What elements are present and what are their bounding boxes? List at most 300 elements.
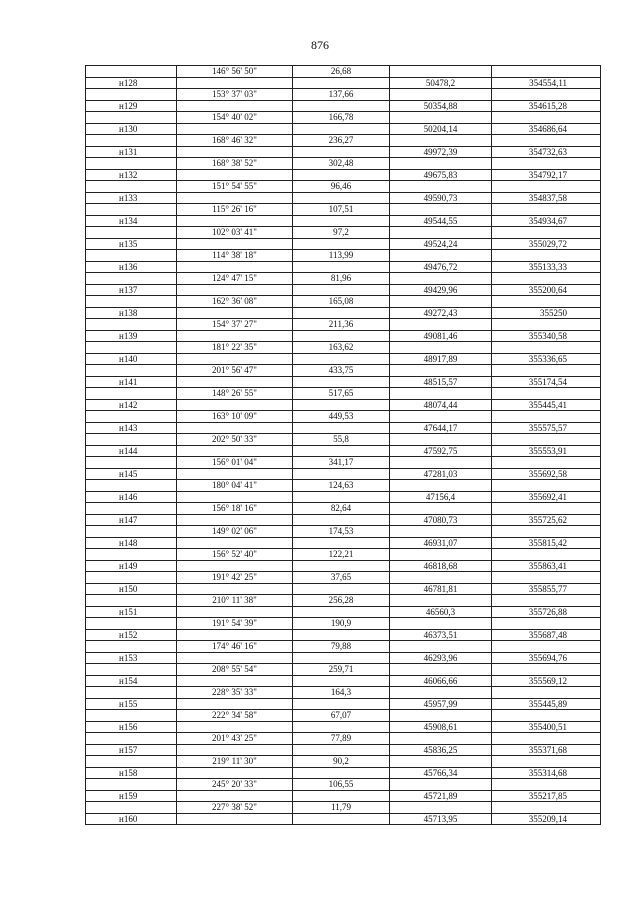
- y-coordinate-cell: 355029,72: [492, 238, 601, 250]
- x-coordinate-cell: 47156,4: [390, 491, 492, 503]
- y-coordinate-cell: 354837,58: [492, 192, 601, 204]
- x-coordinate-cell: 45721,89: [390, 790, 492, 802]
- empty-cell: [492, 434, 601, 446]
- point-row: [86, 330, 601, 342]
- empty-cell: [293, 192, 390, 204]
- distance-cell: 236,27: [293, 135, 390, 147]
- empty-cell: [390, 112, 492, 124]
- empty-cell: [492, 802, 601, 814]
- segment-row: [86, 204, 601, 216]
- empty-cell: [86, 526, 177, 538]
- empty-cell: [492, 89, 601, 101]
- empty-cell: [177, 629, 293, 641]
- y-coordinate-cell: 355340,58: [492, 330, 601, 342]
- x-coordinate-cell: 47592,75: [390, 445, 492, 457]
- point-name-cell: н160: [86, 813, 177, 825]
- empty-cell: [492, 250, 601, 262]
- segment-row: [86, 480, 601, 492]
- empty-cell: [492, 457, 601, 469]
- direction-angle-cell: 168° 46' 32": [177, 135, 293, 147]
- empty-cell: [293, 629, 390, 641]
- empty-cell: [86, 204, 177, 216]
- empty-cell: [86, 664, 177, 676]
- empty-cell: [86, 66, 177, 78]
- page-number: 876: [311, 38, 329, 52]
- empty-cell: [293, 330, 390, 342]
- point-name-cell: н130: [86, 123, 177, 135]
- x-coordinate-cell: 49590,73: [390, 192, 492, 204]
- direction-angle-cell: 154° 40' 02": [177, 112, 293, 124]
- y-coordinate-cell: 355445,41: [492, 399, 601, 411]
- point-name-cell: н129: [86, 100, 177, 112]
- empty-cell: [177, 330, 293, 342]
- empty-cell: [492, 664, 601, 676]
- distance-cell: 433,75: [293, 365, 390, 377]
- empty-cell: [86, 434, 177, 446]
- empty-cell: [390, 595, 492, 607]
- empty-cell: [293, 123, 390, 135]
- segment-row: [86, 411, 601, 423]
- x-coordinate-cell: 46293,96: [390, 652, 492, 664]
- empty-cell: [293, 422, 390, 434]
- empty-cell: [177, 721, 293, 733]
- empty-cell: [177, 192, 293, 204]
- segment-row: [86, 319, 601, 331]
- segment-row: [86, 66, 601, 78]
- distance-cell: 341,17: [293, 457, 390, 469]
- distance-cell: 165,08: [293, 296, 390, 308]
- x-coordinate-cell: 46931,07: [390, 537, 492, 549]
- distance-cell: 256,28: [293, 595, 390, 607]
- direction-angle-cell: 245° 20' 33": [177, 779, 293, 791]
- point-name-cell: н150: [86, 583, 177, 595]
- y-coordinate-cell: 355863,41: [492, 560, 601, 572]
- empty-cell: [293, 307, 390, 319]
- empty-cell: [293, 675, 390, 687]
- point-row: [86, 376, 601, 388]
- direction-angle-cell: 156° 18' 16": [177, 503, 293, 515]
- direction-angle-cell: 163° 10' 09": [177, 411, 293, 423]
- empty-cell: [492, 756, 601, 768]
- distance-cell: 517,65: [293, 388, 390, 400]
- distance-cell: 259,71: [293, 664, 390, 676]
- empty-cell: [177, 744, 293, 756]
- empty-cell: [390, 733, 492, 745]
- segment-row: [86, 733, 601, 745]
- empty-cell: [86, 411, 177, 423]
- point-name-cell: н135: [86, 238, 177, 250]
- direction-angle-cell: 208° 55' 54": [177, 664, 293, 676]
- distance-cell: 164,3: [293, 687, 390, 699]
- y-coordinate-cell: 355815,42: [492, 537, 601, 549]
- y-coordinate-cell: 354792,17: [492, 169, 601, 181]
- coordinates-table: [85, 65, 601, 825]
- direction-angle-cell: 153° 37' 03": [177, 89, 293, 101]
- point-row: [86, 284, 601, 296]
- empty-cell: [177, 215, 293, 227]
- segment-row: [86, 365, 601, 377]
- empty-cell: [390, 618, 492, 630]
- x-coordinate-cell: 49675,83: [390, 169, 492, 181]
- point-name-cell: н158: [86, 767, 177, 779]
- empty-cell: [177, 652, 293, 664]
- empty-cell: [177, 606, 293, 618]
- empty-cell: [177, 146, 293, 158]
- y-coordinate-cell: 354686,64: [492, 123, 601, 135]
- empty-cell: [293, 491, 390, 503]
- distance-cell: 77,89: [293, 733, 390, 745]
- point-name-cell: н156: [86, 721, 177, 733]
- empty-cell: [293, 767, 390, 779]
- point-row: [86, 399, 601, 411]
- y-coordinate-cell: 355200,64: [492, 284, 601, 296]
- empty-cell: [293, 606, 390, 618]
- point-name-cell: н151: [86, 606, 177, 618]
- y-coordinate-cell: 355725,62: [492, 514, 601, 526]
- direction-angle-cell: 222° 34' 58": [177, 710, 293, 722]
- y-coordinate-cell: 355855,77: [492, 583, 601, 595]
- y-coordinate-cell: 355575,57: [492, 422, 601, 434]
- empty-cell: [177, 790, 293, 802]
- x-coordinate-cell: 45713,95: [390, 813, 492, 825]
- empty-cell: [177, 307, 293, 319]
- segment-row: [86, 158, 601, 170]
- point-name-cell: н143: [86, 422, 177, 434]
- empty-cell: [390, 434, 492, 446]
- y-coordinate-cell: 355174,54: [492, 376, 601, 388]
- direction-angle-cell: 181° 22' 35": [177, 342, 293, 354]
- empty-cell: [390, 204, 492, 216]
- empty-cell: [293, 376, 390, 388]
- distance-cell: 211,36: [293, 319, 390, 331]
- empty-cell: [86, 365, 177, 377]
- point-name-cell: н148: [86, 537, 177, 549]
- empty-cell: [86, 756, 177, 768]
- empty-cell: [293, 698, 390, 710]
- empty-cell: [492, 158, 601, 170]
- distance-cell: 449,53: [293, 411, 390, 423]
- empty-cell: [86, 733, 177, 745]
- point-row: [86, 652, 601, 664]
- direction-angle-cell: 124° 47' 15": [177, 273, 293, 285]
- point-row: [86, 307, 601, 319]
- empty-cell: [293, 790, 390, 802]
- x-coordinate-cell: 45766,34: [390, 767, 492, 779]
- point-name-cell: н132: [86, 169, 177, 181]
- y-coordinate-cell: 355553,91: [492, 445, 601, 457]
- distance-cell: 302,48: [293, 158, 390, 170]
- empty-cell: [86, 457, 177, 469]
- empty-cell: [390, 549, 492, 561]
- empty-cell: [86, 181, 177, 193]
- empty-cell: [390, 296, 492, 308]
- x-coordinate-cell: 47281,03: [390, 468, 492, 480]
- empty-cell: [86, 388, 177, 400]
- point-row: [86, 606, 601, 618]
- empty-cell: [86, 135, 177, 147]
- empty-cell: [390, 457, 492, 469]
- empty-cell: [492, 710, 601, 722]
- empty-cell: [492, 572, 601, 584]
- empty-cell: [390, 365, 492, 377]
- distance-cell: 67,07: [293, 710, 390, 722]
- empty-cell: [177, 813, 293, 825]
- y-coordinate-cell: 355250: [492, 307, 601, 319]
- direction-angle-cell: 219° 11' 30": [177, 756, 293, 768]
- empty-cell: [293, 652, 390, 664]
- y-coordinate-cell: 354732,63: [492, 146, 601, 158]
- point-row: [86, 514, 601, 526]
- empty-cell: [390, 250, 492, 262]
- empty-cell: [293, 261, 390, 273]
- x-coordinate-cell: 49972,39: [390, 146, 492, 158]
- empty-cell: [390, 756, 492, 768]
- empty-cell: [177, 169, 293, 181]
- empty-cell: [492, 779, 601, 791]
- empty-cell: [293, 813, 390, 825]
- point-row: [86, 468, 601, 480]
- empty-cell: [390, 181, 492, 193]
- empty-cell: [390, 66, 492, 78]
- direction-angle-cell: 201° 56' 47": [177, 365, 293, 377]
- empty-cell: [177, 491, 293, 503]
- direction-angle-cell: 174° 46' 16": [177, 641, 293, 653]
- point-row: [86, 491, 601, 503]
- distance-cell: 97,2: [293, 227, 390, 239]
- segment-row: [86, 457, 601, 469]
- direction-angle-cell: 180° 04' 41": [177, 480, 293, 492]
- direction-angle-cell: 115° 26' 16": [177, 204, 293, 216]
- direction-angle-cell: 146° 56' 50": [177, 66, 293, 78]
- segment-row: [86, 756, 601, 768]
- empty-cell: [177, 238, 293, 250]
- empty-cell: [492, 733, 601, 745]
- empty-cell: [86, 227, 177, 239]
- segment-row: [86, 641, 601, 653]
- y-coordinate-cell: 355209,14: [492, 813, 601, 825]
- empty-cell: [177, 445, 293, 457]
- point-row: [86, 790, 601, 802]
- distance-cell: 106,55: [293, 779, 390, 791]
- empty-cell: [293, 468, 390, 480]
- point-name-cell: н146: [86, 491, 177, 503]
- empty-cell: [86, 641, 177, 653]
- empty-cell: [390, 641, 492, 653]
- point-row: [86, 560, 601, 572]
- y-coordinate-cell: 355726,88: [492, 606, 601, 618]
- empty-cell: [86, 595, 177, 607]
- empty-cell: [492, 526, 601, 538]
- direction-angle-cell: 156° 52' 40": [177, 549, 293, 561]
- y-coordinate-cell: 355445,89: [492, 698, 601, 710]
- empty-cell: [86, 710, 177, 722]
- point-name-cell: н149: [86, 560, 177, 572]
- empty-cell: [492, 388, 601, 400]
- empty-cell: [390, 319, 492, 331]
- empty-cell: [390, 158, 492, 170]
- segment-row: [86, 273, 601, 285]
- segment-row: [86, 710, 601, 722]
- direction-angle-cell: 151° 54' 55": [177, 181, 293, 193]
- segment-row: [86, 434, 601, 446]
- empty-cell: [293, 215, 390, 227]
- point-row: [86, 629, 601, 641]
- empty-cell: [293, 399, 390, 411]
- empty-cell: [390, 388, 492, 400]
- x-coordinate-cell: 49081,46: [390, 330, 492, 342]
- empty-cell: [86, 480, 177, 492]
- point-row: [86, 698, 601, 710]
- empty-cell: [390, 135, 492, 147]
- x-coordinate-cell: 47644,17: [390, 422, 492, 434]
- empty-cell: [177, 698, 293, 710]
- point-name-cell: н154: [86, 675, 177, 687]
- empty-cell: [86, 503, 177, 515]
- empty-cell: [492, 618, 601, 630]
- point-row: [86, 192, 601, 204]
- empty-cell: [492, 296, 601, 308]
- empty-cell: [492, 112, 601, 124]
- point-row: [86, 422, 601, 434]
- x-coordinate-cell: 49544,55: [390, 215, 492, 227]
- y-coordinate-cell: 354554,11: [492, 77, 601, 89]
- y-coordinate-cell: 355692,41: [492, 491, 601, 503]
- empty-cell: [492, 365, 601, 377]
- point-row: [86, 583, 601, 595]
- empty-cell: [177, 514, 293, 526]
- empty-cell: [492, 227, 601, 239]
- empty-cell: [293, 353, 390, 365]
- direction-angle-cell: 202° 50' 33": [177, 434, 293, 446]
- segment-row: [86, 181, 601, 193]
- point-row: [86, 537, 601, 549]
- empty-cell: [293, 77, 390, 89]
- y-coordinate-cell: 355314,68: [492, 767, 601, 779]
- point-name-cell: н133: [86, 192, 177, 204]
- empty-cell: [177, 675, 293, 687]
- y-coordinate-cell: 355133,33: [492, 261, 601, 273]
- x-coordinate-cell: 47080,73: [390, 514, 492, 526]
- empty-cell: [86, 779, 177, 791]
- point-name-cell: н138: [86, 307, 177, 319]
- x-coordinate-cell: 45836,25: [390, 744, 492, 756]
- distance-cell: 166,78: [293, 112, 390, 124]
- distance-cell: 174,53: [293, 526, 390, 538]
- empty-cell: [86, 572, 177, 584]
- point-name-cell: н152: [86, 629, 177, 641]
- empty-cell: [177, 583, 293, 595]
- empty-cell: [86, 89, 177, 101]
- distance-cell: 90,2: [293, 756, 390, 768]
- empty-cell: [492, 319, 601, 331]
- empty-cell: [177, 353, 293, 365]
- empty-cell: [177, 468, 293, 480]
- direction-angle-cell: 168° 38' 52": [177, 158, 293, 170]
- segment-row: [86, 595, 601, 607]
- point-name-cell: н144: [86, 445, 177, 457]
- empty-cell: [492, 503, 601, 515]
- empty-cell: [86, 687, 177, 699]
- segment-row: [86, 526, 601, 538]
- point-row: [86, 238, 601, 250]
- empty-cell: [390, 273, 492, 285]
- direction-angle-cell: 162° 36' 08": [177, 296, 293, 308]
- x-coordinate-cell: 50204,14: [390, 123, 492, 135]
- empty-cell: [390, 802, 492, 814]
- x-coordinate-cell: 49476,72: [390, 261, 492, 273]
- point-row: [86, 123, 601, 135]
- empty-cell: [390, 710, 492, 722]
- empty-cell: [177, 767, 293, 779]
- point-name-cell: н142: [86, 399, 177, 411]
- empty-cell: [86, 549, 177, 561]
- point-name-cell: н137: [86, 284, 177, 296]
- direction-angle-cell: 114° 38' 18": [177, 250, 293, 262]
- direction-angle-cell: 227° 38' 52": [177, 802, 293, 814]
- segment-row: [86, 618, 601, 630]
- point-name-cell: н131: [86, 146, 177, 158]
- empty-cell: [492, 480, 601, 492]
- point-row: [86, 353, 601, 365]
- direction-angle-cell: 156° 01' 04": [177, 457, 293, 469]
- point-name-cell: н147: [86, 514, 177, 526]
- x-coordinate-cell: 46066,66: [390, 675, 492, 687]
- distance-cell: 55,8: [293, 434, 390, 446]
- direction-angle-cell: 191° 42' 25": [177, 572, 293, 584]
- y-coordinate-cell: 354615,28: [492, 100, 601, 112]
- empty-cell: [86, 112, 177, 124]
- empty-cell: [86, 296, 177, 308]
- distance-cell: 26,68: [293, 66, 390, 78]
- segment-row: [86, 779, 601, 791]
- direction-angle-cell: 149° 02' 06": [177, 526, 293, 538]
- y-coordinate-cell: 355371,68: [492, 744, 601, 756]
- direction-angle-cell: 154° 37' 27": [177, 319, 293, 331]
- point-row: [86, 445, 601, 457]
- empty-cell: [390, 664, 492, 676]
- empty-cell: [177, 399, 293, 411]
- empty-cell: [293, 146, 390, 158]
- segment-row: [86, 342, 601, 354]
- empty-cell: [492, 687, 601, 699]
- empty-cell: [86, 158, 177, 170]
- empty-cell: [177, 560, 293, 572]
- x-coordinate-cell: 49272,43: [390, 307, 492, 319]
- empty-cell: [293, 744, 390, 756]
- direction-angle-cell: 102° 03' 41": [177, 227, 293, 239]
- empty-cell: [86, 250, 177, 262]
- point-name-cell: н157: [86, 744, 177, 756]
- x-coordinate-cell: 45908,61: [390, 721, 492, 733]
- segment-row: [86, 687, 601, 699]
- segment-row: [86, 664, 601, 676]
- segment-row: [86, 503, 601, 515]
- x-coordinate-cell: 45957,99: [390, 698, 492, 710]
- empty-cell: [86, 319, 177, 331]
- empty-cell: [293, 284, 390, 296]
- distance-cell: 122,21: [293, 549, 390, 561]
- x-coordinate-cell: 46818,68: [390, 560, 492, 572]
- distance-cell: 107,51: [293, 204, 390, 216]
- empty-cell: [492, 549, 601, 561]
- segment-row: [86, 89, 601, 101]
- point-row: [86, 100, 601, 112]
- y-coordinate-cell: 355400,51: [492, 721, 601, 733]
- x-coordinate-cell: 48074,44: [390, 399, 492, 411]
- empty-cell: [492, 342, 601, 354]
- distance-cell: 79,88: [293, 641, 390, 653]
- direction-angle-cell: 148° 26' 55": [177, 388, 293, 400]
